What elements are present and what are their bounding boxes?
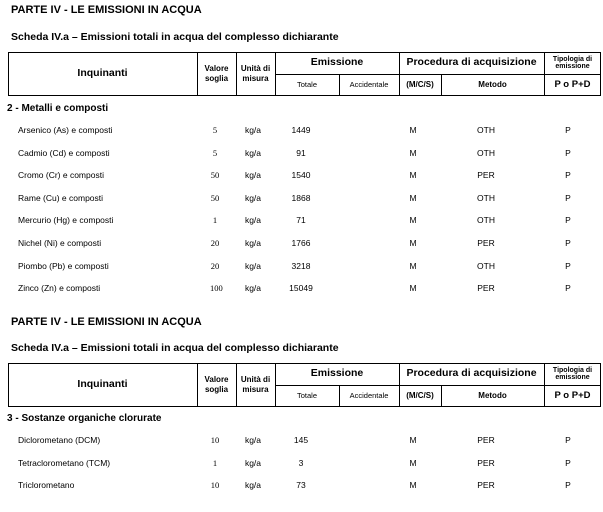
header-valore-soglia: Valore soglia — [204, 64, 229, 83]
section-title: 3 - Sostanze organiche clorurate — [7, 413, 162, 424]
total-emission: 1449 — [291, 125, 311, 135]
table-row — [0, 283, 603, 297]
threshold-value: 100 — [210, 283, 223, 293]
mcs-code: M — [409, 148, 417, 158]
emission-type: P — [565, 215, 571, 225]
emission-type: P — [565, 261, 571, 271]
total-emission: 145 — [293, 435, 309, 445]
emission-type: P — [565, 170, 571, 180]
threshold-value: 20 — [210, 238, 220, 248]
header-emissione: Emissione — [310, 367, 364, 380]
table-row — [0, 125, 603, 139]
mcs-code: M — [409, 215, 417, 225]
unit: kg/a — [244, 148, 262, 158]
scheda-title: Scheda IV.a – Emissioni totali in acqua del complesso dichiarante — [11, 31, 339, 43]
header-procedura: Procedura di acquisizione — [406, 56, 537, 69]
emission-type: P — [565, 238, 571, 248]
threshold-value: 5 — [212, 148, 218, 158]
unit: kg/a — [244, 125, 262, 135]
mcs-code: M — [409, 458, 417, 468]
unit: kg/a — [244, 435, 262, 445]
threshold-value: 5 — [212, 125, 218, 135]
mcs-code: M — [409, 435, 417, 445]
header-p-o-pd: P o P+D — [554, 390, 591, 402]
total-emission: 1766 — [291, 238, 311, 248]
page-title: PARTE IV - LE EMISSIONI IN ACQUA — [11, 4, 202, 16]
emission-type: P — [565, 458, 571, 468]
table-header — [8, 52, 601, 96]
emission-type: P — [565, 283, 571, 293]
method: OTH — [477, 148, 495, 158]
pollutant-name: Triclorometano — [18, 480, 75, 490]
header-tipologia: Tipologia di emissione — [552, 366, 593, 381]
pollutant-name: Tetraclorometano (TCM) — [18, 458, 111, 468]
threshold-value: 50 — [210, 170, 220, 180]
pollutant-name: Mercurio (Hg) e composti — [18, 215, 114, 225]
table-header — [8, 363, 601, 407]
table-row — [0, 238, 603, 252]
header-emissione: Emissione — [310, 56, 364, 69]
pollutant-name: Cadmio (Cd) e composti — [18, 148, 110, 158]
method: PER — [477, 480, 495, 490]
header-totale: Totale — [296, 80, 317, 90]
emission-type: P — [565, 435, 571, 445]
pollutant-name: Cromo (Cr) e composti — [18, 170, 104, 180]
threshold-value: 1 — [212, 215, 218, 225]
header-tipologia: Tipologia di emissione — [552, 55, 593, 70]
header-totale: Totale — [296, 391, 317, 401]
pollutant-name: Zinco (Zn) e composti — [18, 283, 101, 293]
mcs-code: M — [409, 170, 417, 180]
threshold-value: 20 — [210, 261, 220, 271]
total-emission: 3218 — [291, 261, 311, 271]
table-row — [0, 480, 603, 494]
header-unita-misura: Unità di misura — [240, 375, 271, 394]
total-emission: 3 — [298, 458, 304, 468]
threshold-value: 1 — [212, 458, 218, 468]
method: PER — [477, 435, 495, 445]
header-valore-soglia: Valore soglia — [204, 375, 229, 394]
method: OTH — [477, 215, 495, 225]
threshold-value: 10 — [210, 480, 220, 490]
table-row — [0, 261, 603, 275]
method: OTH — [477, 261, 495, 271]
table-row — [0, 215, 603, 229]
scheda-title: Scheda IV.a – Emissioni totali in acqua del complesso dichiarante — [11, 342, 339, 354]
mcs-code: M — [409, 480, 417, 490]
total-emission: 1868 — [291, 193, 311, 203]
table-row — [0, 170, 603, 184]
total-emission: 15049 — [289, 283, 313, 293]
method: OTH — [477, 125, 495, 135]
mcs-code: M — [409, 193, 417, 203]
unit: kg/a — [244, 215, 262, 225]
table-row — [0, 458, 603, 472]
emission-type: P — [565, 148, 571, 158]
mcs-code: M — [409, 283, 417, 293]
table-row — [0, 435, 603, 449]
header-metodo: Metodo — [478, 391, 507, 400]
header-inquinanti: Inquinanti — [77, 378, 128, 391]
unit: kg/a — [244, 238, 262, 248]
mcs-code: M — [409, 238, 417, 248]
method: PER — [477, 238, 495, 248]
emission-type: P — [565, 125, 571, 135]
header-metodo: Metodo — [478, 80, 507, 89]
mcs-code: M — [409, 261, 417, 271]
total-emission: 71 — [296, 215, 306, 225]
header-mcs: (M/C/S) — [406, 80, 434, 89]
unit: kg/a — [244, 193, 262, 203]
header-accidentale: Accidentale — [349, 391, 389, 401]
unit: kg/a — [244, 261, 262, 271]
header-mcs: (M/C/S) — [406, 391, 434, 400]
table-row — [0, 148, 603, 162]
header-p-o-pd: P o P+D — [554, 79, 591, 91]
unit: kg/a — [244, 458, 262, 468]
method: PER — [477, 170, 495, 180]
method: OTH — [477, 193, 495, 203]
total-emission: 1540 — [291, 170, 311, 180]
unit: kg/a — [244, 283, 262, 293]
emission-type: P — [565, 193, 571, 203]
section-title: 2 - Metalli e composti — [7, 103, 109, 114]
emission-type: P — [565, 480, 571, 490]
pollutant-name: Nichel (Ni) e composti — [18, 238, 102, 248]
header-accidentale: Accidentale — [349, 80, 389, 90]
header-inquinanti: Inquinanti — [77, 67, 128, 80]
table-row — [0, 193, 603, 207]
unit: kg/a — [244, 170, 262, 180]
header-procedura: Procedura di acquisizione — [406, 367, 537, 380]
method: PER — [477, 458, 495, 468]
threshold-value: 10 — [210, 435, 220, 445]
pollutant-name: Piombo (Pb) e composti — [18, 261, 109, 271]
pollutant-name: Diclorometano (DCM) — [18, 435, 101, 445]
unit: kg/a — [244, 480, 262, 490]
page-title: PARTE IV - LE EMISSIONI IN ACQUA — [11, 316, 202, 328]
total-emission: 73 — [296, 480, 306, 490]
method: PER — [477, 283, 495, 293]
total-emission: 91 — [296, 148, 306, 158]
pollutant-name: Arsenico (As) e composti — [18, 125, 113, 135]
header-unita-misura: Unità di misura — [240, 64, 271, 83]
pollutant-name: Rame (Cu) e composti — [18, 193, 104, 203]
mcs-code: M — [409, 125, 417, 135]
threshold-value: 50 — [210, 193, 220, 203]
